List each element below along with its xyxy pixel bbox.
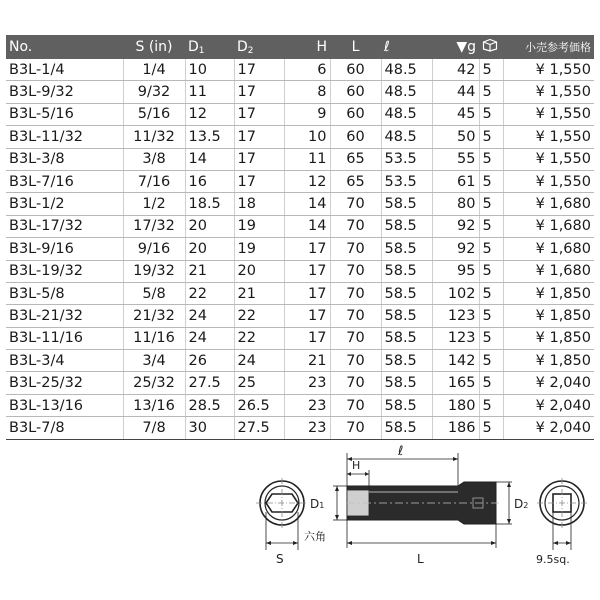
cell-no: B3L-5/8 <box>6 282 123 304</box>
cell-ell: 48.5 <box>381 126 432 148</box>
cell-s: 21/32 <box>123 305 185 327</box>
cell-d1: 24 <box>185 305 234 327</box>
cell-price: ¥ 1,550 <box>503 148 594 170</box>
cell-no: B3L-17/32 <box>6 215 123 237</box>
cell-d2: 27.5 <box>234 417 284 439</box>
cell-s: 11/16 <box>123 327 185 349</box>
cell-pack: 5 <box>479 59 503 81</box>
cell-l: 70 <box>330 215 381 237</box>
cell-d1: 21 <box>185 260 234 282</box>
cell-l: 60 <box>330 81 381 103</box>
cell-l: 70 <box>330 394 381 416</box>
column-header-g: ▼g <box>432 35 479 59</box>
cell-s: 1/4 <box>123 59 185 81</box>
l-label: L <box>417 552 424 566</box>
cell-ell: 58.5 <box>381 305 432 327</box>
cell-ell: 53.5 <box>381 170 432 192</box>
cell-h: 8 <box>284 81 330 103</box>
cell-no: B3L-1/4 <box>6 59 123 81</box>
cell-d2: 17 <box>234 170 284 192</box>
cell-price: ¥ 2,040 <box>503 394 594 416</box>
cell-pack: 5 <box>479 215 503 237</box>
column-header-s: S (in) <box>123 35 185 59</box>
cell-g: 142 <box>432 350 479 372</box>
cell-g: 186 <box>432 417 479 439</box>
cell-d1: 27.5 <box>185 372 234 394</box>
d2-label: D2 <box>514 497 529 511</box>
cell-price: ¥ 1,550 <box>503 103 594 125</box>
cell-s: 3/4 <box>123 350 185 372</box>
cell-d1: 26 <box>185 350 234 372</box>
cell-s: 1/2 <box>123 193 185 215</box>
cell-s: 25/32 <box>123 372 185 394</box>
cell-ell: 58.5 <box>381 372 432 394</box>
cell-ell: 48.5 <box>381 59 432 81</box>
cell-l: 70 <box>330 260 381 282</box>
cell-pack: 5 <box>479 193 503 215</box>
cell-l: 70 <box>330 417 381 439</box>
cell-s: 7/16 <box>123 170 185 192</box>
cell-d2: 17 <box>234 148 284 170</box>
cell-g: 165 <box>432 372 479 394</box>
cell-l: 60 <box>330 126 381 148</box>
cell-ell: 58.5 <box>381 350 432 372</box>
cell-h: 21 <box>284 350 330 372</box>
cell-h: 11 <box>284 148 330 170</box>
cell-d1: 28.5 <box>185 394 234 416</box>
cell-g: 55 <box>432 148 479 170</box>
h-label: H <box>352 459 361 472</box>
cell-ell: 58.5 <box>381 193 432 215</box>
cell-pack: 5 <box>479 305 503 327</box>
cell-d1: 30 <box>185 417 234 439</box>
cell-price: ¥ 1,850 <box>503 327 594 349</box>
cell-no: B3L-3/8 <box>6 148 123 170</box>
cell-d1: 24 <box>185 327 234 349</box>
hex-label: 六角 <box>304 530 326 543</box>
d1-label: D1 <box>310 497 325 511</box>
cell-l: 70 <box>330 327 381 349</box>
cell-s: 5/8 <box>123 282 185 304</box>
cell-price: ¥ 1,850 <box>503 305 594 327</box>
cell-no: B3L-9/16 <box>6 238 123 260</box>
cell-h: 17 <box>284 305 330 327</box>
cell-no: B3L-11/16 <box>6 327 123 349</box>
cell-s: 5/16 <box>123 103 185 125</box>
ell-label: ℓ <box>398 444 404 459</box>
cell-d1: 13.5 <box>185 126 234 148</box>
cell-price: ¥ 1,680 <box>503 193 594 215</box>
cell-h: 14 <box>284 193 330 215</box>
cell-l: 60 <box>330 59 381 81</box>
cell-pack: 5 <box>479 81 503 103</box>
cell-s: 9/16 <box>123 238 185 260</box>
cell-price: ¥ 1,550 <box>503 81 594 103</box>
cell-no: B3L-25/32 <box>6 372 123 394</box>
cell-h: 6 <box>284 59 330 81</box>
cell-g: 123 <box>432 327 479 349</box>
cell-d2: 17 <box>234 59 284 81</box>
column-header-d1: $D_1$ <box>185 35 234 59</box>
cell-g: 123 <box>432 305 479 327</box>
cell-h: 17 <box>284 260 330 282</box>
cell-no: B3L-1/2 <box>6 193 123 215</box>
cell-pack: 5 <box>479 238 503 260</box>
cell-price: ¥ 2,040 <box>503 417 594 439</box>
cell-h: 12 <box>284 170 330 192</box>
cell-ell: 48.5 <box>381 103 432 125</box>
cell-l: 70 <box>330 282 381 304</box>
cell-d2: 25 <box>234 372 284 394</box>
square-drive-end-view <box>537 478 588 550</box>
cell-ell: 48.5 <box>381 81 432 103</box>
cell-h: 10 <box>284 126 330 148</box>
cell-no: B3L-11/32 <box>6 126 123 148</box>
cell-ell: 58.5 <box>381 327 432 349</box>
cell-pack: 5 <box>479 394 503 416</box>
cell-no: B3L-7/8 <box>6 417 123 439</box>
cell-d2: 17 <box>234 103 284 125</box>
column-header-price: 小売参考価格 <box>503 35 594 59</box>
cell-l: 70 <box>330 305 381 327</box>
cell-g: 92 <box>432 238 479 260</box>
cell-no: B3L-9/32 <box>6 81 123 103</box>
cell-d2: 17 <box>234 126 284 148</box>
cell-ell: 58.5 <box>381 215 432 237</box>
cell-pack: 5 <box>479 327 503 349</box>
cell-h: 17 <box>284 238 330 260</box>
cell-h: 9 <box>284 103 330 125</box>
cell-h: 23 <box>284 372 330 394</box>
cell-g: 42 <box>432 59 479 81</box>
cell-d2: 21 <box>234 282 284 304</box>
cell-h: 14 <box>284 215 330 237</box>
column-header-no: No. <box>6 35 123 59</box>
cell-price: ¥ 1,550 <box>503 170 594 192</box>
cell-d2: 22 <box>234 305 284 327</box>
cell-d2: 18 <box>234 193 284 215</box>
drive-end-view <box>256 478 308 550</box>
cell-ell: 58.5 <box>381 394 432 416</box>
cell-no: B3L-7/16 <box>6 170 123 192</box>
cell-pack: 5 <box>479 103 503 125</box>
cell-ell: 58.5 <box>381 417 432 439</box>
cell-l: 70 <box>330 350 381 372</box>
cell-s: 3/8 <box>123 148 185 170</box>
cell-pack: 5 <box>479 126 503 148</box>
cell-s: 19/32 <box>123 260 185 282</box>
cell-g: 50 <box>432 126 479 148</box>
cell-g: 92 <box>432 215 479 237</box>
cell-d2: 26.5 <box>234 394 284 416</box>
cell-price: ¥ 1,850 <box>503 350 594 372</box>
cell-price: ¥ 2,040 <box>503 372 594 394</box>
cell-l: 65 <box>330 148 381 170</box>
cell-d1: 20 <box>185 215 234 237</box>
cell-s: 11/32 <box>123 126 185 148</box>
cell-d1: 18.5 <box>185 193 234 215</box>
cell-g: 80 <box>432 193 479 215</box>
cell-d1: 12 <box>185 103 234 125</box>
cell-g: 180 <box>432 394 479 416</box>
cell-s: 7/8 <box>123 417 185 439</box>
cell-g: 95 <box>432 260 479 282</box>
cell-pack: 5 <box>479 170 503 192</box>
cell-s: 17/32 <box>123 215 185 237</box>
cell-pack: 5 <box>479 372 503 394</box>
column-header-h: H <box>284 35 330 59</box>
cell-d1: 10 <box>185 59 234 81</box>
cell-no: B3L-21/32 <box>6 305 123 327</box>
cell-d1: 22 <box>185 282 234 304</box>
cell-d2: 24 <box>234 350 284 372</box>
cell-ell: 58.5 <box>381 260 432 282</box>
cell-ell: 53.5 <box>381 148 432 170</box>
cell-no: B3L-19/32 <box>6 260 123 282</box>
column-header-l: L <box>330 35 381 59</box>
column-header-d2: $D_2$ <box>234 35 284 59</box>
cell-d2: 17 <box>234 81 284 103</box>
cell-pack: 5 <box>479 282 503 304</box>
cell-price: ¥ 1,550 <box>503 59 594 81</box>
cell-no: B3L-5/16 <box>6 103 123 125</box>
cell-ell: 58.5 <box>381 282 432 304</box>
cell-price: ¥ 1,680 <box>503 215 594 237</box>
cell-no: B3L-3/4 <box>6 350 123 372</box>
cell-h: 17 <box>284 282 330 304</box>
cell-d2: 20 <box>234 260 284 282</box>
cell-price: ¥ 1,680 <box>503 238 594 260</box>
cell-s: 9/32 <box>123 81 185 103</box>
cell-l: 60 <box>330 103 381 125</box>
cell-d2: 19 <box>234 238 284 260</box>
cell-g: 102 <box>432 282 479 304</box>
cell-g: 61 <box>432 170 479 192</box>
cell-g: 45 <box>432 103 479 125</box>
cell-pack: 5 <box>479 417 503 439</box>
cell-price: ¥ 1,850 <box>503 282 594 304</box>
cell-g: 44 <box>432 81 479 103</box>
cell-s: 13/16 <box>123 394 185 416</box>
cell-d1: 20 <box>185 238 234 260</box>
cell-pack: 5 <box>479 260 503 282</box>
cell-l: 70 <box>330 193 381 215</box>
column-header-ell: ℓ <box>381 35 432 59</box>
cell-d2: 22 <box>234 327 284 349</box>
cell-d1: 16 <box>185 170 234 192</box>
s-label: S <box>276 552 284 566</box>
cell-l: 70 <box>330 238 381 260</box>
cell-l: 70 <box>330 372 381 394</box>
cell-pack: 5 <box>479 350 503 372</box>
cell-price: ¥ 1,680 <box>503 260 594 282</box>
cell-no: B3L-13/16 <box>6 394 123 416</box>
cell-h: 17 <box>284 327 330 349</box>
cell-d1: 14 <box>185 148 234 170</box>
square-size-label: 9.5sq. <box>536 553 570 566</box>
cell-d2: 19 <box>234 215 284 237</box>
cell-h: 23 <box>284 417 330 439</box>
cell-pack: 5 <box>479 148 503 170</box>
cell-ell: 58.5 <box>381 238 432 260</box>
cell-d1: 11 <box>185 81 234 103</box>
cell-price: ¥ 1,550 <box>503 126 594 148</box>
cell-h: 23 <box>284 394 330 416</box>
cell-l: 65 <box>330 170 381 192</box>
